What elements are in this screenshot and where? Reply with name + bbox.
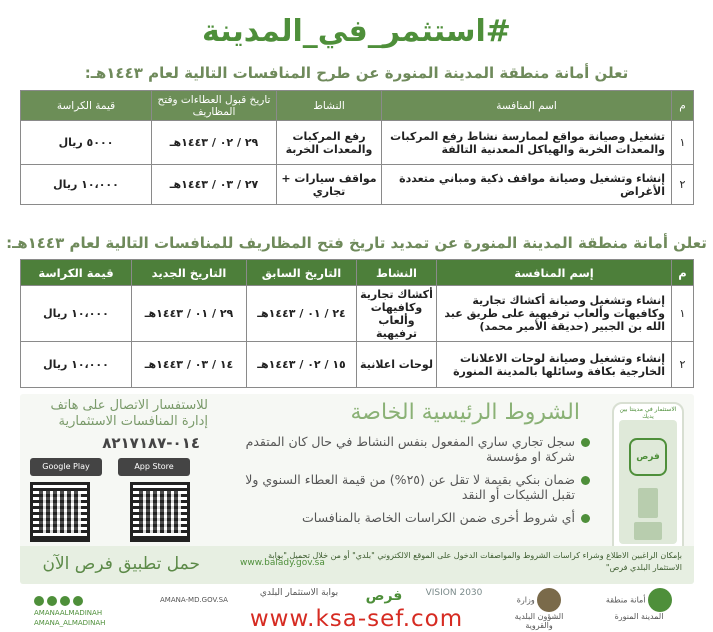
col-header-price: قيمة الكراسة xyxy=(21,91,152,121)
conditions-title: الشروط الرئيسية الخاصة xyxy=(350,400,580,425)
phone-mockup xyxy=(612,402,684,560)
row-old-date: ٢٤ / ٠١ / ١٤٤٣هـ xyxy=(247,286,357,342)
furas-app-icon: فرص xyxy=(629,438,667,476)
phone-number: ٠١٤-٨٢١٧١٨٧ xyxy=(102,434,200,452)
contact-info xyxy=(28,398,208,430)
row-new-date: ٢٩ / ٠١ / ١٤٤٣هـ xyxy=(132,286,247,342)
col-header-price: قيمة الكراسة xyxy=(21,260,132,286)
col-header-no: م xyxy=(672,91,694,121)
vision-logo: VISION 2030 xyxy=(425,588,483,598)
bullet-icon xyxy=(581,476,590,485)
youtube-icon[interactable] xyxy=(60,596,70,606)
phone-graphic xyxy=(634,522,662,540)
amana-site-link[interactable]: AMANA-MD.GOV.SA xyxy=(160,596,228,604)
row-activity: مواقف سيارات + تجاري xyxy=(277,165,382,205)
download-cta: حمل تطبيق فرص الآن xyxy=(42,554,200,574)
col-header-activity: النشاط xyxy=(277,91,382,121)
qr-code-icon xyxy=(30,482,90,542)
banner-footer xyxy=(20,546,694,584)
col-header-new-date: التاريخ الجديد xyxy=(132,260,247,286)
qr-codes xyxy=(30,482,190,542)
phone-tagline: الاستثمار في مدينتا بين يديك xyxy=(619,406,677,420)
row-activity: رفع المركبات والمعدات الخربة xyxy=(277,121,382,165)
phone-graphic xyxy=(638,488,658,518)
hashtag-title: #استثمر_في_المدينة xyxy=(202,14,511,49)
contact-line-1: للاستفسار الاتصال على هاتف xyxy=(50,398,208,413)
app-store-badge[interactable]: App Store xyxy=(118,458,190,476)
bullet-icon xyxy=(581,514,590,523)
instagram-icon[interactable] xyxy=(73,596,83,606)
row-name: إنشاء وتشغيل وصيانة لوحات الاعلانات الخارجية بكافة وسائلها بالمدينة المنورة xyxy=(437,342,672,388)
col-header-old-date: التاريخ السابق xyxy=(247,260,357,286)
condition-item xyxy=(220,472,590,502)
furas-logo: فرص xyxy=(365,588,403,604)
row-price: ١٠،٠٠٠ ريال xyxy=(21,286,132,342)
condition-text: ضمان بنكي بقيمة لا تقل عن (٢٥%) من قيمة العطاء السنوي ولا تقبل الشيكات أو النقد xyxy=(245,472,575,502)
extension-table xyxy=(20,259,694,388)
announcement-1: تعلن أمانة منطقة المدينة المنورة عن طرح المنافسات التالية لعام ١٤٤٣هـ: xyxy=(84,64,629,82)
social-icons xyxy=(34,596,105,606)
social-handle-2: AMANA_ALMADINAH xyxy=(34,619,106,627)
condition-item xyxy=(220,434,590,464)
footer-note: بإمكان الراغبين الاطلاع وشراء كراسات الشروط والمواصفات الدخول على الموقع الالكتروني "بلدي" أو من خلال تحميل "بوابة الاستثمار البلدي فرص" xyxy=(268,551,682,572)
qr-code-icon xyxy=(130,482,190,542)
bullet-icon xyxy=(581,438,590,447)
row-activity: أكشاك تجارية وكافيهات وألعاب ترفيهية xyxy=(357,286,437,342)
website-link[interactable]: www.balady.gov.sa xyxy=(240,558,325,568)
contact-line-2: إدارة المنافسات الاستثمارية xyxy=(58,414,208,429)
facebook-icon[interactable] xyxy=(34,596,44,606)
google-play-badge[interactable]: Google Play xyxy=(30,458,102,476)
ministry-logo-text: وزارة الشؤون البلدية والقروية xyxy=(514,595,564,630)
conditions-banner xyxy=(20,394,694,584)
twitter-icon[interactable] xyxy=(47,596,57,606)
row-no: ٢ xyxy=(672,342,694,388)
table-row xyxy=(21,286,694,342)
col-header-no: م xyxy=(672,260,694,286)
col-header-activity: النشاط xyxy=(357,260,437,286)
col-header-date: تاريخ قبول العطاءات وفتح المظاريف xyxy=(152,91,277,121)
store-badges xyxy=(30,458,190,476)
row-name: إنشاء وتشغيل وصيانة أكشاك تجارية وكافيهات وألعاب ترفيهية على طريق عبد الله بن الجبير (حديقة الأمير محمد) xyxy=(437,286,672,342)
amana-logo-text: أمانة منطقة المدينة المنورة xyxy=(605,595,664,621)
row-old-date: ١٥ / ٠٢ / ١٤٤٣هـ xyxy=(247,342,357,388)
row-no: ٢ xyxy=(672,165,694,205)
row-date: ٢٧ / ٠٣ / ١٤٤٣هـ xyxy=(152,165,277,205)
social-handle-1: AMANAALMADINAH xyxy=(34,609,103,617)
row-price: ١٠،٠٠٠ ريال xyxy=(21,342,132,388)
table-row xyxy=(21,342,694,388)
row-no: ١ xyxy=(672,121,694,165)
conditions-list xyxy=(220,434,590,533)
tenders-table xyxy=(20,90,694,205)
condition-text: سجل تجاري ساري المفعول بنفس النشاط في حال كان المتقدم شركة او مؤسسة xyxy=(245,434,575,464)
row-price: ١٠،٠٠٠ ريال xyxy=(21,165,152,205)
watermark: www.ksa-sef.com xyxy=(249,606,464,632)
row-name: إنشاء وتشغيل وصيانة مواقف ذكية ومباني متعددة الأغراض xyxy=(382,165,672,205)
row-date: ٢٩ / ٠٢ / ١٤٤٣هـ xyxy=(152,121,277,165)
table-row xyxy=(21,121,694,165)
portal-logo: بوابة الاستثمار البلدي xyxy=(259,588,339,598)
row-new-date: ١٤ / ٠٣ / ١٤٤٣هـ xyxy=(132,342,247,388)
row-activity: لوحات اعلانية xyxy=(357,342,437,388)
col-header-name: اسم المنافسة xyxy=(382,91,672,121)
announcement-2: تعلن أمانة منطقة المدينة المنورة عن تمديد تاريخ فتح المظاريف للمنافسات التالية لعام ١٤٤٣هـ: xyxy=(6,234,707,252)
row-price: ٥٠٠٠ ريال xyxy=(21,121,152,165)
row-no: ١ xyxy=(672,286,694,342)
col-header-name: إسم المنافسة xyxy=(437,260,672,286)
table-row xyxy=(21,165,694,205)
condition-text: أي شروط أخرى ضمن الكراسات الخاصة بالمنافسات xyxy=(302,510,575,525)
condition-item xyxy=(220,510,590,525)
row-name: تشغيل وصيانة مواقع لممارسة نشاط رفع المركبات والمعدات الخربة والهياكل المعدنية التالفة xyxy=(382,121,672,165)
